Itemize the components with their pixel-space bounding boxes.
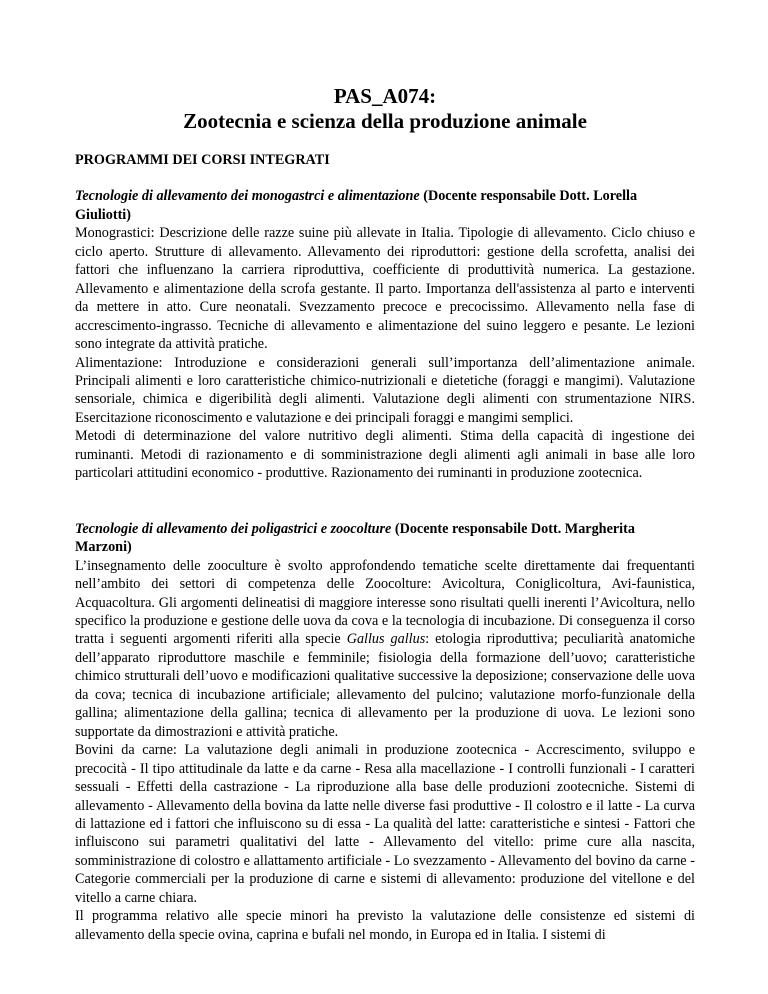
course1-title: Tecnologie di allevamento dei monogastrci e alimentazione [75,188,420,205]
course1-heading [75,187,695,224]
course1-paragraph-1: Monograstici: Descrizione delle razze suine più allevate in Italia. Tipologie di allevamento. Ciclo chiuso e ciclo aperto. Strutture di allevamento. Allevamento dei riproduttori: gestione della scrofetta, analisi dei fattori che influenzano la carriera riproduttiva, coefficiente di produttività numerica. La gestazione. Allevamento e alimentazione della scrofa gestante. Il parto. Importanza dell'assistenza al parto e interventi da mettere in atto. Cure neonatali. Svezzamento precoce e precocissimo. Allevamento nella fase di accrescimento-ingrasso. Tecniche di allevamento e alimentazione del suino leggero e pesante. Le lezioni sono integrate da attività pratiche. [75,225,695,353]
course2-p1-text-b: : etologia riproduttiva; peculiarità anatomiche dell’apparato riproduttore maschile e femminile; fisiologia della formazione dell’uovo; caratteristiche chimico strutturali dell’uovo e modificazioni qualitative successive la deposizione; conservazione delle uova da cova; tecnica di incubazione artificiale; allevamento del pulcino; valutazione morfo-funzionale della gallina; alimentazione della gallina; tecnica di allevamento per la produzione di uova. Le lezioni sono supportate da dimostrazioni e attività pratiche. [75,631,695,740]
course2-responsible: (Docente responsabile Dott. Margherita Marzoni) [75,520,635,556]
spacer [75,483,695,520]
section-heading: PROGRAMMI DEI CORSI INTEGRATI [75,152,330,168]
course1-paragraph-2: Alimentazione: Introduzione e considerazioni generali sull’importanza dell’alimentazione animale. Principali alimenti e loro caratteristiche chimico-nutrizionali e dietetiche (foraggi e mangimi). Valutazione sensoriale, chimica e digeribilità degli alimenti. Valutazione degli alimenti con strumentazione NIRS. Esercitazione riconoscimento e valutazione e dei principali foraggi e mangimi semplici. [75,354,695,426]
course1-responsible: (Docente responsabile Dott. Lorella Giuliotti) [75,188,638,223]
course2-title: Tecnologie di allevamento dei poligastrici e zoocolture [75,520,392,537]
course2-paragraph-3: Il programma relativo alle specie minori ha previsto la valutazione delle consistenze ed sistemi di allevamento della specie ovina, caprina e bufali nel mondo, in Europa ed in Italia. I sistemi di [75,908,695,943]
species-name: Gallus gallus [346,631,426,648]
title-subject: Zootecnia e scienza della produzione animale [183,109,587,133]
course2-paragraph-1 [75,557,695,742]
course2-heading [75,520,695,557]
document-page [75,84,695,944]
course2-paragraph-2: Bovini da carne: La valutazione degli animali in produzione zootecnica - Accrescimento, sviluppo e precocità - Il tipo attitudinale da latte e da carne - Resa alla macellazione - I controlli funzionali - I caratteri sessuali - Effetti della castrazione - La riproduzione alla base delle produzioni zootecniche. Sistemi di allevamento - Allevamento della bovina da latte nelle diverse fasi produttive - Il colostro e il latte - La curva di lattazione ed i fattori che influiscono su di essa - La qualità del latte: caratteristiche e sintesi - Fattori che influiscono sui parametri qualitativi del latte - Allevamento del vitello: prime cure alla nascita, somministrazione di colostro e allattamento artificiale - Lo svezzamento - Allevamento del bovino da carne - Categorie commerciali per la produzione di carne e sistemi di allevamento: produzione del vitellone e del vitello a carne chiara. [75,742,695,906]
title-code: PAS_A074: [333,84,437,108]
course1-paragraph-3: Metodi di determinazione del valore nutritivo degli alimenti. Stima della capacità di ingestione dei ruminanti. Metodi di razionamento e di somministrazione degli alimenti agli animali in base alle loro particolari attitudini economico - produttive. Razionamento dei ruminanti in produzione zootecnica. [75,428,695,482]
document-title [75,84,695,134]
course2-p1-text-a: L’insegnamento delle zooculture è svolto approfondendo tematiche scelte direttamente dai frequentanti nell’ambito dei settori di competenza delle Zoocolture: Avicoltura, Coniglicoltura, Avi-faunistica, Acquacoltura. Gli argomenti delineatisi di maggiore interesse sono risultati quelli inerenti l’Avicoltura, nello specifico la produzione e gestione delle uova da cova e la tecnologia di incubazione. Di conseguenza il corso tratta i seguenti argomenti riferiti alla specie [75,557,695,648]
